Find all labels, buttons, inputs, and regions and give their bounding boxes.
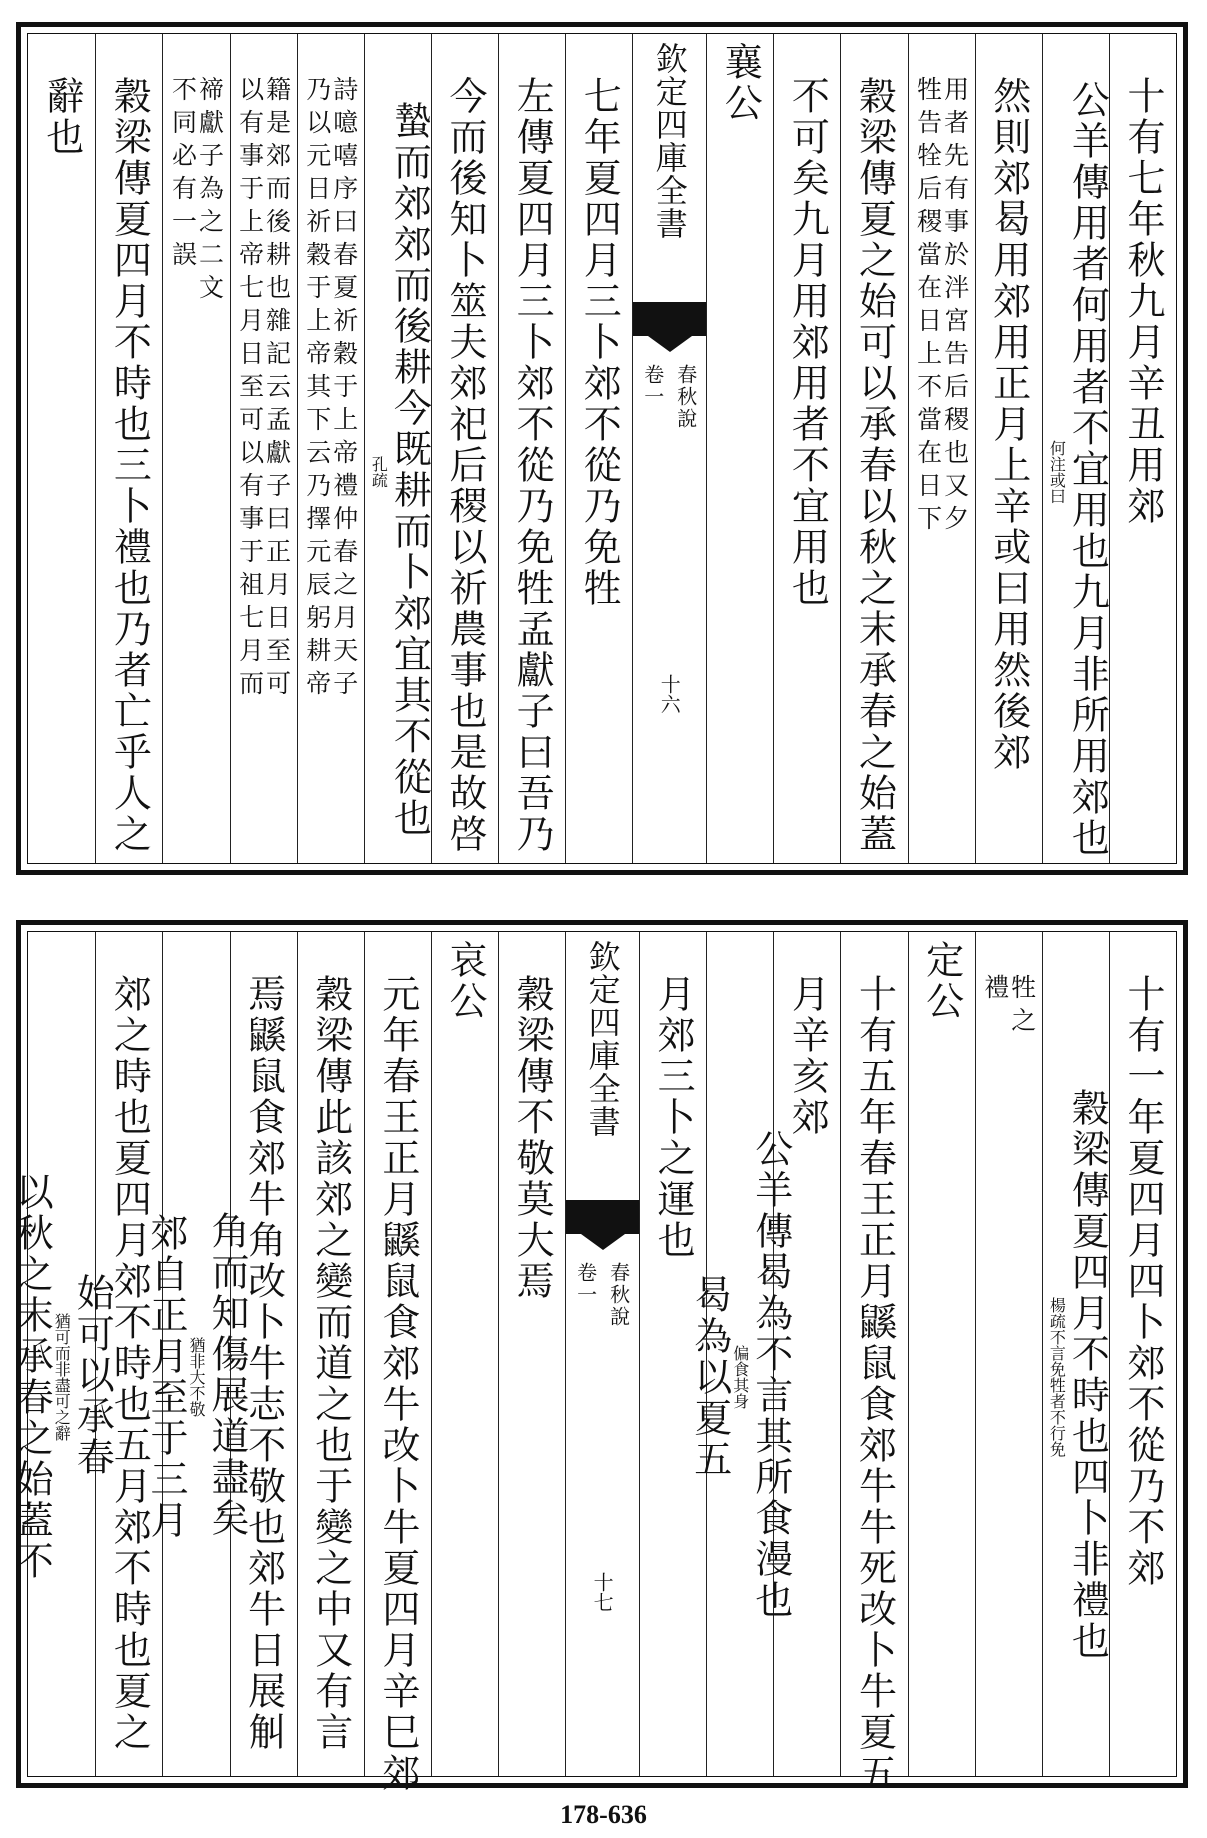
top-page — [16, 22, 1188, 875]
fish-tail-mark — [633, 302, 706, 336]
inline-note — [1045, 440, 1068, 504]
volume-info-line: 春秋說 — [673, 364, 698, 430]
commentary-line: 籍是郊而後耕也雜記云孟獻子曰正月日至可 — [262, 76, 292, 703]
text-column — [297, 34, 364, 863]
commentary-note — [980, 932, 1037, 1776]
main-text: 月辛亥郊 — [785, 974, 830, 1138]
text-column — [431, 34, 498, 863]
text-column — [1109, 932, 1176, 1776]
leaf-number: 十六 — [657, 674, 682, 714]
collection-title: 欽定四庫全書 — [650, 42, 689, 240]
top-page-frame — [27, 33, 1177, 864]
text-column — [840, 34, 907, 863]
inline-note — [1045, 1297, 1068, 1457]
volume-info — [639, 364, 701, 430]
inline-note-line: 楊疏不言免 — [1047, 1297, 1067, 1377]
commentary-line: 不同必有一誤 — [168, 76, 198, 274]
commentary-line: 禮 — [980, 974, 1010, 1007]
commentary-line: 以有事于上帝七月日至可以有事于祖七月而 — [235, 76, 265, 703]
text-column — [908, 932, 975, 1776]
main-text: 十有七年秋九月辛丑用郊 — [1120, 76, 1165, 527]
text-column — [162, 34, 229, 863]
inline-note-line: 疏 — [369, 471, 389, 488]
volume-info-line: 卷一 — [640, 364, 665, 408]
main-text-continued: 郊自正月至于三月 — [143, 1213, 188, 1541]
main-text: 穀梁傳夏之始可以承春以秋之末承春之始蓋 — [852, 76, 897, 855]
text-column — [565, 34, 632, 863]
main-text: 穀梁傳夏四月不時也三卜禮也乃者亡乎人之 — [107, 76, 152, 855]
main-text: 然則郊曷用郊用正月上辛或曰用然後郊 — [986, 76, 1031, 773]
inline-note-line: 或曰 — [1047, 471, 1067, 504]
text-column — [230, 34, 297, 863]
main-text: 月郊三卜之運也 — [651, 974, 696, 1261]
text-column — [364, 932, 431, 1794]
main-text: 穀梁傳不敬莫大焉 — [510, 974, 555, 1302]
main-text: 左傳夏四月三卜郊不從乃免牲孟獻子曰吾乃 — [510, 76, 555, 855]
text-column — [639, 932, 706, 1776]
bottom-page — [9, 920, 1188, 1794]
main-text: 元年春王正月鼷鼠食郊牛改卜牛夏四月辛巳郊 — [375, 974, 420, 1794]
reign-heading: 哀公 — [442, 940, 487, 1022]
bottom-columns — [9, 932, 1176, 1794]
text-column — [975, 932, 1042, 1776]
inline-note-line: 猶可而非 — [52, 1313, 72, 1377]
inline-note — [367, 456, 390, 488]
main-text: 郊之時也夏四月郊不時也五月郊不時也夏之 — [107, 974, 152, 1753]
fish-tail-mark — [566, 1200, 639, 1234]
inline-note — [50, 1313, 73, 1441]
commentary-note — [913, 34, 970, 863]
main-text: 穀梁傳夏四月不時也四卜非禮也 — [1065, 1088, 1110, 1662]
commentary-note — [235, 34, 292, 863]
main-text: 穀梁傳此該郊之變而道之也于變之中又有言 — [308, 974, 353, 1753]
text-column — [297, 932, 364, 1776]
reign-heading: 定公 — [919, 940, 964, 1022]
main-text: 始可以承春 — [70, 1272, 115, 1478]
text-column — [975, 34, 1042, 863]
main-text: 七年夏四月三卜郊不從乃免牲 — [577, 76, 622, 609]
inline-note-line: 盡可之辭 — [52, 1377, 72, 1441]
commentary-line: 禘獻子為之二文 — [195, 76, 225, 307]
text-column — [632, 34, 706, 863]
main-text: 十有一年夏四月四卜郊不從乃不郊 — [1120, 974, 1165, 1589]
leaf-number: 十七 — [590, 1572, 615, 1612]
text-column — [1042, 34, 1109, 863]
text-column — [706, 34, 773, 863]
text-column — [773, 34, 840, 863]
text-column — [498, 932, 565, 1776]
mixed-column — [1045, 34, 1110, 863]
main-text: 不可矣九月用郊用者不宜用也 — [785, 76, 830, 609]
inline-note-line: 牲者不行免 — [1047, 1377, 1067, 1457]
inline-note-line: 猶非大 — [186, 1337, 206, 1385]
collection-title: 欽定四庫全書 — [583, 940, 622, 1138]
text-column — [364, 34, 431, 863]
text-column — [9, 932, 115, 1776]
commentary-line: 乃以元日祈穀于上帝其下云乃擇元辰躬耕帝 — [302, 76, 332, 703]
inline-note — [185, 1337, 208, 1417]
main-text: 今而後知卜筮夫郊祀后稷以祈農事也是故啓 — [442, 76, 487, 855]
commentary-note — [168, 34, 225, 863]
inline-note — [729, 1345, 752, 1409]
text-column — [28, 34, 95, 863]
commentary-line: 牲告牷后稷當在日上不當在日下 — [913, 76, 943, 538]
main-text: 公羊傳用者何用者不宜用也九月非所用郊也 — [1065, 80, 1110, 859]
text-column — [908, 34, 975, 863]
text-column — [95, 34, 162, 863]
commentary-line: 詩噫嘻序曰春夏祈穀于上帝禮仲春之月天子 — [329, 76, 359, 703]
main-text-continued: 以秋之末承春之始蓋不 — [9, 1172, 54, 1582]
mixed-column — [9, 932, 115, 1776]
text-column — [840, 932, 907, 1794]
inline-note-line: 其身 — [730, 1377, 750, 1409]
bottom-page-frame — [9, 931, 1177, 1794]
volume-info — [572, 1262, 634, 1328]
page-number: 178-636 — [560, 1800, 647, 1829]
top-columns — [28, 34, 1176, 863]
text-column — [498, 34, 565, 863]
inline-note-line: 孔 — [369, 455, 389, 472]
main-text: 十有五年春王正月鼷鼠食郊牛牛死改卜牛夏五 — [852, 974, 897, 1794]
main-text: 辭也 — [39, 76, 84, 158]
reign-heading: 襄公 — [718, 42, 763, 124]
commentary-line: 用者先有事於泮宮告后稷也又夕 — [940, 76, 970, 538]
mixed-column — [367, 34, 432, 863]
text-column — [1109, 34, 1176, 863]
volume-info-line: 春秋說 — [606, 1262, 631, 1328]
inline-note-line: 不敬 — [186, 1385, 206, 1417]
text-column — [431, 932, 498, 1776]
text-column — [143, 932, 249, 1776]
main-text-continued: 曷為以夏五 — [687, 1274, 732, 1480]
text-column — [565, 932, 639, 1776]
main-text: 焉鼷鼠食郊牛角改卜牛志不敬也郊牛日展觓 — [241, 974, 286, 1753]
mixed-column — [1045, 932, 1110, 1776]
text-column — [687, 932, 793, 1776]
inline-note-line: 何注 — [1047, 439, 1067, 472]
commentary-line: 牲之 — [1007, 974, 1037, 1040]
main-text: 公羊傳曷為不言其所食漫也 — [748, 1129, 793, 1621]
inline-note-line: 偏食 — [730, 1345, 750, 1377]
volume-info-line: 卷一 — [573, 1262, 598, 1306]
commentary-note — [302, 34, 359, 863]
main-text: 蟄而郊郊而後耕今既耕而卜郊宜其不從也 — [387, 100, 432, 839]
text-column — [1042, 932, 1109, 1776]
main-text: 角而知傷展道盡矣 — [204, 1211, 249, 1539]
